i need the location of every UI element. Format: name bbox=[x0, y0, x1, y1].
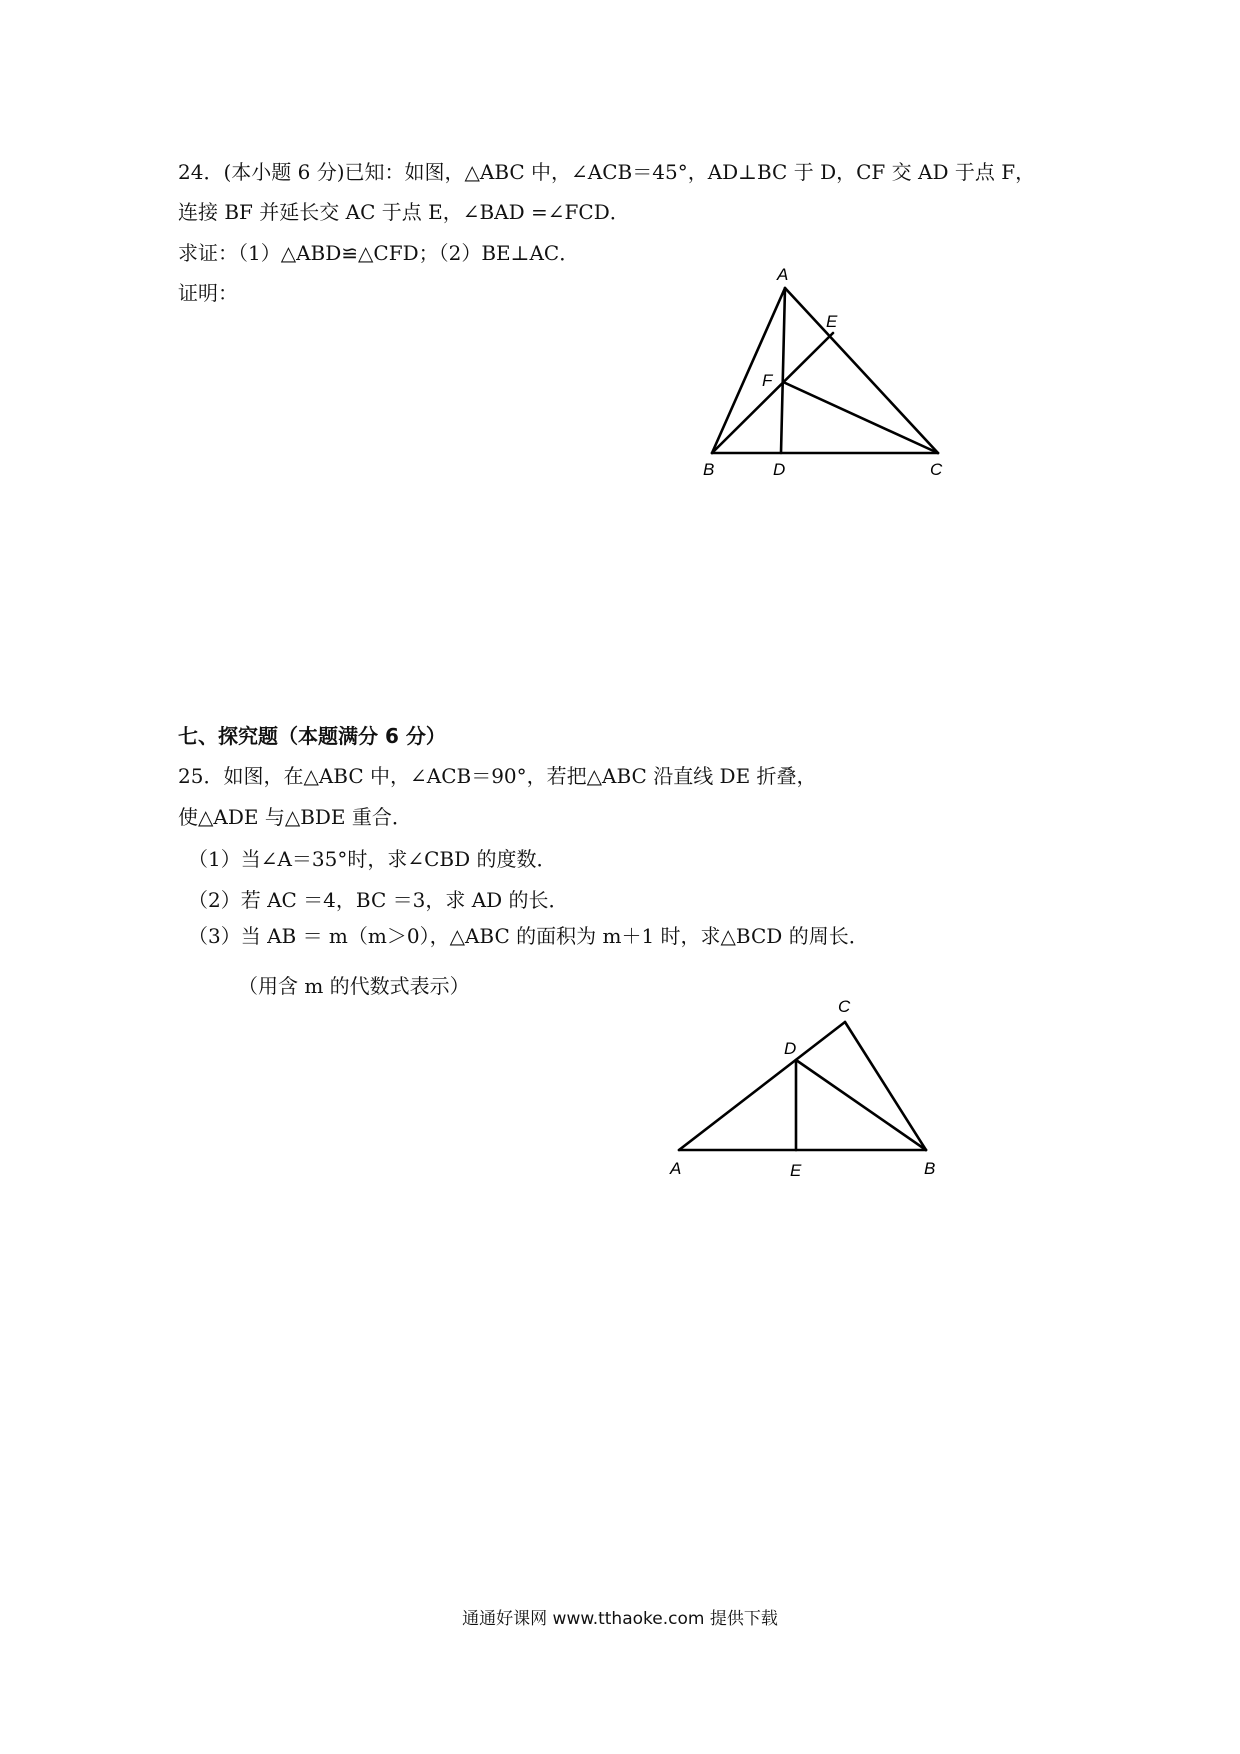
q24-segment-ac bbox=[785, 288, 938, 453]
q24-triangle-figure bbox=[700, 265, 960, 485]
q24-label-a: A bbox=[777, 265, 789, 284]
q25-part3-note: （用含 m 的代数式表示） bbox=[238, 974, 470, 998]
q24-label-f: F bbox=[762, 371, 773, 390]
q24-statement-line2: 连接 BF 并延长交 AC 于点 E，∠BAD =∠FCD． bbox=[178, 200, 630, 224]
q24-prove-line: 求证：（1）△ABD≌△CFD；（2）BE⊥AC． bbox=[178, 241, 580, 265]
q25-label-e: E bbox=[790, 1161, 802, 1180]
q25-statement-line2: 使△ADE 与△BDE 重合． bbox=[178, 805, 412, 829]
q25-label-b: B bbox=[924, 1159, 936, 1178]
q24-label-d: D bbox=[773, 460, 786, 479]
q25-part2: （2）若 AC ＝4，BC ＝3，求 AD 的长． bbox=[188, 888, 569, 912]
q25-triangle-figure bbox=[660, 990, 960, 1190]
q25-segment-ac bbox=[679, 1022, 845, 1150]
page-footer: 通通好课网 www.tthaoke.com 提供下载 bbox=[462, 1609, 778, 1629]
q24-label-c: C bbox=[930, 460, 943, 479]
q25-segment-bc bbox=[845, 1022, 926, 1150]
q24-label-e: E bbox=[826, 312, 838, 331]
q25-label-a: A bbox=[670, 1159, 682, 1178]
q25-part1: （1）当∠A＝35°时，求∠CBD 的度数． bbox=[188, 847, 557, 871]
q24-segment-be bbox=[712, 333, 833, 453]
q25-label-c: C bbox=[838, 997, 851, 1016]
q24-label-b: B bbox=[703, 460, 715, 479]
q25-part3: （3）当 AB ＝ m（m＞0），△ABC 的面积为 m＋1 时，求△BCD 的周长． bbox=[188, 924, 869, 948]
q24-segment-ad bbox=[781, 288, 785, 453]
q24-statement-line1: 24．(本小题 6 分)已知：如图，△ABC 中，∠ACB＝45°，AD⊥BC 于 D，CF 交 AD 于点 F， bbox=[178, 160, 1036, 184]
section7-heading: 七、探究题（本题满分 6 分） bbox=[178, 724, 446, 748]
q24-segment-ab bbox=[712, 288, 785, 453]
q24-proof-label: 证明： bbox=[178, 281, 238, 305]
q25-statement-line1: 25．如图，在△ABC 中，∠ACB＝90°，若把△ABC 沿直线 DE 折叠， bbox=[178, 764, 817, 788]
q25-segment-db bbox=[796, 1060, 926, 1150]
q24-segment-cf bbox=[783, 382, 938, 453]
q25-label-d: D bbox=[784, 1039, 797, 1058]
